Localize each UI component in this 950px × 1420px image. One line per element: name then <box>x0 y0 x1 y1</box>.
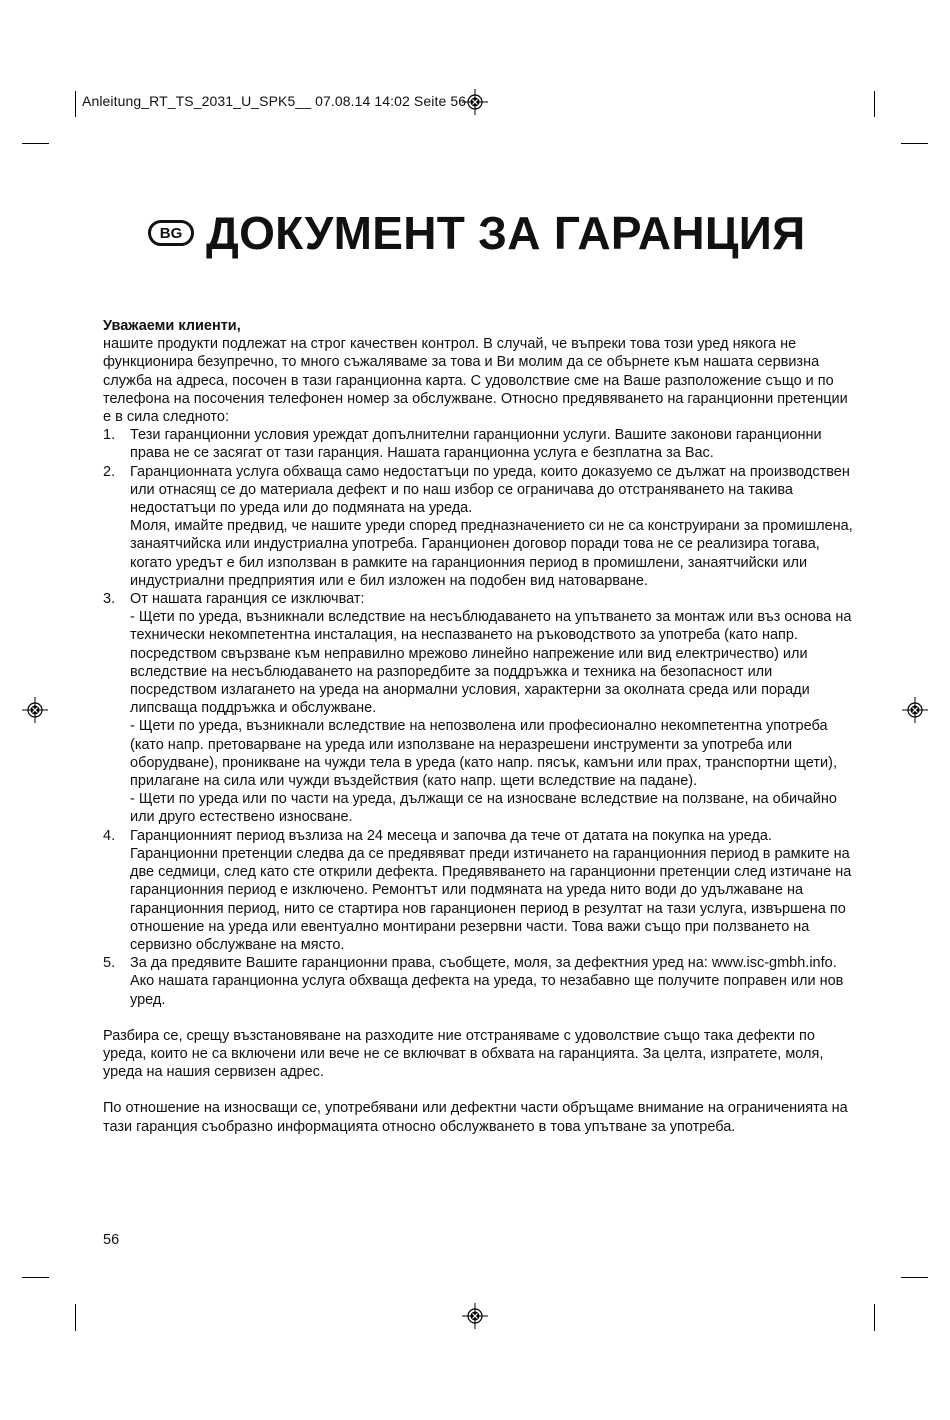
term-paragraph: - Щети по уреда, възникнали вследствие на несъблюдаването на упътването за монтаж или въз основа на технически некомпетентна инсталация, на неспазването на ръководството за употреба (като напр. посредством свързване към неправилно мрежово линейно напрежение или вид електричество) или вследствие на несъблюдаването на разпоредбите за поддръжка и техника на безопасност или посредством излагането на уреда на анормални условия, характерни за околната среда или поради липсваща поддръжка и обслужване. <box>130 609 852 717</box>
crop-mark-top-right-horizontal <box>901 143 928 144</box>
terms-list <box>103 426 853 1009</box>
term-paragraph: Гаранционната услуга обхваща само недостатъци по уреда, които доказуемо се дължат на производствен или отнасящ се до материала дефект и по наш избор се ограничава до отстраняването на такива недостатъци по уреда или до подмяната на уреда. <box>130 463 850 517</box>
term-number: 3. <box>103 591 116 608</box>
registration-mark-left-icon <box>22 697 48 723</box>
language-badge: BG <box>148 220 194 246</box>
intro-paragraph: нашите продукти подлежат на строг качествен контрол. В случай, че въпреки това този уред някога не функционира безупречно, то много съжаляваме за това и Ви молим да се обърнете към нашата сервизна служба на адреса, посочен в тази гаранционна карта. С удоволствие сме на Ваше разположение също и по телефона на посочения телефонен номер за обслужване. Относно предявяването на гаранционни претенции е в сила следното: <box>103 336 848 426</box>
crop-mark-top-right-vertical <box>874 91 875 117</box>
greeting: Уважаеми клиенти, <box>103 318 241 334</box>
term-paragraph: За да предявите Вашите гаранционни права, съобщете, моля, за дефектния уред на: www.isc-gmbh.info. Ако нашата гаранционна услуга обхваща дефекта на уреда, то незабавно ще получите поправен или нов уред. <box>130 955 844 1008</box>
page-number: 56 <box>103 1232 120 1248</box>
registration-mark-bottom-icon <box>462 1303 488 1329</box>
term-paragraph: Гаранционният период възлиза на 24 месеца и започва да тече от датата на покупка на уреда. Гаранционни претенции следва да се предявяват преди изтичането на гаранционния период в рамките на две седмици, след като сте открили дефекта. Предявяването на гаранционни претенции след изтичане на гаранционния период е изключено. Ремонтът или подмяната на уреда нито води до удължаване на гаранционния период, нито се стартира нов гаранционен период в резултат на тази услуга, извършена по отношение на уреда или евентуално монтирани резервни части. Това важи също при ползването на сервизно обслужване на място. <box>130 827 852 953</box>
crop-mark-bottom-left-horizontal <box>22 1277 49 1278</box>
crop-mark-bottom-right-vertical <box>874 1304 875 1331</box>
registration-mark-right-icon <box>902 697 928 723</box>
crop-mark-top-left-vertical <box>75 91 76 117</box>
term-number: 1. <box>103 427 116 444</box>
term-item <box>103 954 853 1009</box>
crop-mark-bottom-left-vertical <box>75 1304 76 1331</box>
page-title <box>148 203 806 263</box>
term-paragraph: От нашата гаранция се изключват: <box>130 591 365 608</box>
term-item <box>103 827 853 954</box>
term-item <box>103 426 853 462</box>
term-paragraph: Тези гаранционни условия уреждат допълнителни гаранционни услуги. Вашите законови гаранционни права не се засягат от тази гаранция. Нашата гаранционна услуга е безплатна за Вас. <box>130 427 822 462</box>
print-slug: Anleitung_RT_TS_2031_U_SPK5__ 07.08.14 14:02 Seite 56 <box>82 93 467 109</box>
closing-paragraph: Разбира се, срещу възстановяване на разходите ние отстраняваме с удоволствие също така дефекти по уреда, които не са включени или вече не се включват в обхвата на гаранцията. За целта, изпратете, моля, уреда на нашия сервизен адрес. <box>103 1027 824 1081</box>
crop-mark-top-left-horizontal <box>22 143 49 144</box>
crop-mark-bottom-right-horizontal <box>901 1277 928 1278</box>
page-title-text: ДОКУМЕНТ ЗА ГАРАНЦИЯ <box>206 207 806 259</box>
warranty-text <box>103 317 853 1136</box>
term-item <box>103 590 853 827</box>
closing-paragraph: По отношение на износващи се, употребявани или дефектни части обръщаме внимание на ограниченията на тази гаранция съобразно информацията относно обслужването в това упътване за употреба. <box>103 1100 848 1135</box>
term-paragraph: Моля, имайте предвид, че нашите уреди според предназначението си не са конструирани за промишлена, занаятчийска или индустриална употреба. Гаранционен договор поради това не се реализира тогава, когато уредът е бил използван в рамките на гаранционния период в промишлени, занаятчийски или индустриални предприятия или е бил изложен на подобен вид натоварване. <box>130 518 853 589</box>
term-number: 2. <box>103 463 116 480</box>
term-paragraph: - Щети по уреда, възникнали вследствие на непозволена или професионално некомпетентна употреба (като напр. претоварване на уреда или използване на неразрешени инструменти за употреба или оборудване), проникване на чужди тела в уреда (като напр. пясък, камъни или прах, транспортни щети), прилагане на сила или чужди въздействия (като напр. щети вследствие на падане). <box>130 718 837 790</box>
term-number: 4. <box>103 827 116 844</box>
term-item <box>103 463 853 590</box>
term-number: 5. <box>103 955 116 972</box>
term-paragraph: - Щети по уреда или по части на уреда, дължащи се на износване вследствие на ползване, на обичайно или друго естествено износване. <box>130 791 837 826</box>
